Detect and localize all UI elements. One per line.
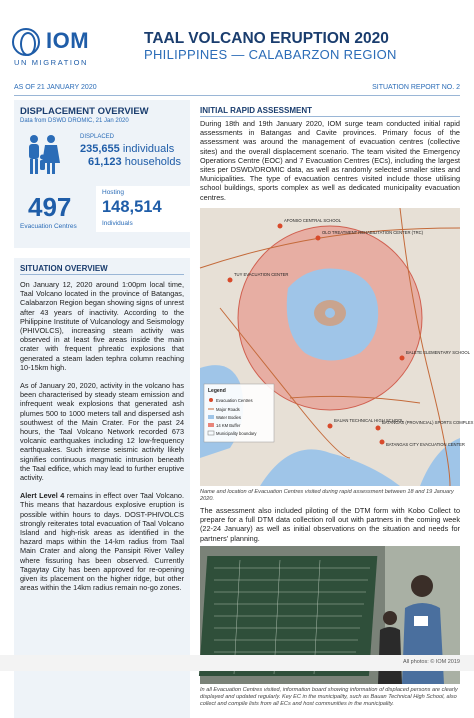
report-title: TAAL VOLCANO ERUPTION 2020 xyxy=(144,30,389,47)
evacuation-centres-label: Evacuation Centres xyxy=(20,223,77,230)
hosting-box xyxy=(96,186,190,232)
divider xyxy=(20,274,184,275)
situation-paragraph-1: On January 12, 2020 around 1:00pm local time, Taal Volcano located in the province of Batangas, Calabarzon Region began showing signs of unrest after 43 years of inactivity. According to the Philippine Institute of Vulcanology and Seismology (PHIVOLCS), increasing steam activity was observed in at least five areas inside the main crater with frequent phreatic explosions that generated a steam laden tephra column reaching 10-15km high. xyxy=(20,280,184,372)
map-caption: Name and location of Evacuation Centres visited during rapid assessment between 18 and 19 January 2020. xyxy=(200,489,454,502)
ec-marker-batangas-sports xyxy=(376,426,381,431)
ec-marker-tuy xyxy=(228,278,233,283)
left-column xyxy=(14,100,190,660)
as-of-date: AS OF 21 JANUARY 2020 xyxy=(14,84,97,91)
ec-marker-batangas-city xyxy=(380,440,385,445)
label-olo: OLO TREATMENT REHABILITATION CENTER (TRC) xyxy=(322,230,424,235)
report-subtitle: PHILIPPINES — CALABARZON REGION xyxy=(144,47,397,62)
photo-caption: In all Evacuation Centres visited, information board showing information of displaced persons are clearly displayed and updated regularly. Key EC in the municipality, such as Bauan Technical High School, also collect and compile lists from all ECs and host communities in the municipality. xyxy=(200,687,458,707)
label-tuy: TUY EVACUATION CENTER xyxy=(234,272,289,277)
situation-title: SITUATION OVERVIEW xyxy=(20,264,108,273)
legend-item-5: Municipality boundary xyxy=(216,431,257,436)
hosting-label: Hosting xyxy=(102,189,125,196)
ec-marker-olo xyxy=(316,236,321,241)
label-balete: BALETE ELEMENTARY SCHOOL xyxy=(406,350,470,355)
households-number: 61,123 xyxy=(88,156,122,168)
situation-paragraph-2: As of January 20, 2020, activity in the volcano has been characterised by steady steam emission and infrequent weak explosions that generated ash plumes 500 to 1000 meters tall and dispersed ash southwest of the Main Crater. For the past 24 hours, the Taal Volcano Network recorded 673 volcanic earthquakes including 12 low-frequency earthquakes. Such intense seismic activity likely signifies continuous magmatic intrusion beneath the Taal edifice, which may lead to further eruptive activity. xyxy=(20,381,184,483)
assessment-title: INITIAL RAPID ASSESSMENT xyxy=(200,106,313,115)
divider xyxy=(200,116,460,117)
map-legend xyxy=(204,384,274,442)
alert-level: Alert Level 4 xyxy=(20,491,65,501)
legend-marker-icon xyxy=(209,398,213,402)
un-emblem-icon xyxy=(12,28,40,56)
report-header xyxy=(0,0,474,82)
situation-text xyxy=(20,280,184,602)
evacuation-centres-map xyxy=(200,208,474,486)
legend-title: Legend xyxy=(208,388,226,394)
label-afonso: AFONSO CENTRAL SCHOOL xyxy=(284,218,342,223)
displaced-label: DISPLACED xyxy=(80,134,115,140)
footer xyxy=(0,655,474,671)
legend-item-2: Major Roads xyxy=(216,407,240,412)
date-bar xyxy=(14,84,460,96)
displacement-title: DISPLACEMENT OVERVIEW xyxy=(20,106,149,117)
iom-logo xyxy=(12,28,122,68)
hosting-number: 148,514 xyxy=(102,198,162,216)
main-crater xyxy=(325,308,335,318)
hosting-sublabel: Individuals xyxy=(102,220,133,227)
situation-paragraph-3-text: remains in effect over Taal Volcano. This means that hazardous explosive eruption is possible within hours to days. DOST-PHIVOLCS strongly reiterates total evacuation of Taal Volcano Island and high-risk areas as identified in the hazard maps within the 14-km radius from Taal Main Crater and along the Pansipit River Valley where fissuring has been observed. Currently Tagaytay City has been approved for re-opening given its placement on the higher ridge, but other areas within the 14km radius remain no-go zones. xyxy=(20,491,184,593)
assessment-paragraph-2: The assessment also included piloting of the DTM form with Kobo Collect to prepare for a full DTM data collection roll out with partners in the coming week (22-24 January) as well as initial observations on the situation and needs for partners' planning. xyxy=(200,506,460,543)
individuals-number: 235,655 xyxy=(80,143,120,155)
logo-text: IOM xyxy=(46,28,90,53)
evacuation-centres-number: 497 xyxy=(28,192,72,222)
photo-credit: All photos: © IOM 2019 xyxy=(403,659,460,665)
ec-marker-balete xyxy=(400,356,405,361)
individuals-label: individuals xyxy=(122,143,175,155)
households-stat xyxy=(88,156,181,168)
label-bauan: BAUAN TECHNICAL HIGH SCHOOL xyxy=(334,418,404,423)
assessment-paragraph-1: During 18th and 19th January 2020, IOM surge team conducted initial rapid assessments in Batangas and Cavite provinces. Primary focus of the assessment was around the management of evacuation centres (collective sites) and the overall displacement scenario. The team visited the Emergency Operations Centre (EOC) and 7 Evacuation Centres (ECs), including the largest sites per DSWD/DROMIC data, as well as randomly selected smaller sites and Municipalities. The type of evacuation centres visited include those utilising school buildings, sports complex as well as dedicated municipality evacuation centres. xyxy=(200,119,460,202)
displacement-source: Data from DSWD DROMIC, 21 Jan 2020 xyxy=(20,118,129,124)
report-number: SITUATION REPORT NO. 2 xyxy=(372,84,460,91)
family-icon xyxy=(26,133,60,177)
households-label: households xyxy=(124,156,181,168)
logo-subtext: UN MIGRATION xyxy=(14,58,89,67)
ec-marker-bauan xyxy=(328,424,333,429)
map-svg xyxy=(200,208,474,486)
label-batangas-sports: BATANGAS (PROVINCIAL) SPORTS COMPLEX xyxy=(382,420,474,425)
legend-item-1: Evacuation Centres xyxy=(216,398,253,403)
label-batangas-city: BATANGAS CITY EVACUATION CENTER xyxy=(386,442,465,447)
situation-paragraph-3 xyxy=(20,491,184,592)
displacement-overview xyxy=(14,100,190,248)
individuals-stat xyxy=(80,143,174,155)
legend-item-4: 14 KM Buffer xyxy=(216,423,241,428)
ec-marker-afonso xyxy=(278,224,283,229)
situation-overview xyxy=(14,258,190,718)
legend-item-3: Water Bodies xyxy=(216,415,241,420)
